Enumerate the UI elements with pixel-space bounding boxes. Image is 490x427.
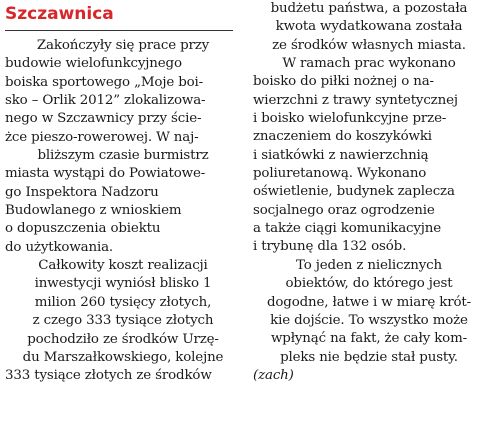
- text-line: socjalnego oraz ogrodzenie: [253, 202, 435, 218]
- text-line: Zakończyły się prace przy: [36, 38, 210, 53]
- text-line: Budowlanego z wnioskiem: [5, 203, 182, 219]
- text-line: boisko do piłki nożnej o na-: [253, 74, 434, 90]
- text-line: i boisko wielofunkcyjne prze-: [253, 111, 447, 127]
- text-line: znaczeniem do koszykówki: [253, 129, 432, 145]
- text-line: oświetlenie, budynek zaplecza: [253, 184, 455, 200]
- text-line: du Marszałkowskiego, kolejne: [22, 349, 224, 365]
- text-line: boiska sportowego „Moje boi-: [5, 74, 204, 90]
- text-line: sko – Orlik 2012” zlokalizowa-: [5, 93, 206, 109]
- text-line: poliuretanową. Wykonano: [253, 166, 427, 182]
- text-line: bliższym czasie burmistrz: [37, 148, 209, 164]
- text-line: milion 260 tysięcy złotych,: [34, 294, 212, 310]
- text-line: do użytkowania.: [5, 239, 114, 255]
- left-column: [5, 0, 241, 386]
- text-line: z czego 333 tysiące złotych: [32, 313, 214, 329]
- text-line: W ramach prac wykonano: [282, 56, 456, 72]
- text-line: miasta wystąpi do Powiatowe-: [5, 166, 206, 182]
- text-line: ze środków własnych miasta.: [272, 37, 466, 53]
- text-line: go Inspektora Nadzoru: [5, 184, 159, 200]
- headline: Szczawnica: [5, 4, 114, 24]
- text-line: nego w Szczawnicy przy ście-: [5, 111, 202, 127]
- text-line: pleks nie będzie stał pusty.: [280, 349, 458, 365]
- text-line: Całkowity koszt realizacji: [38, 258, 208, 274]
- text-line: wierzchni z trawy syntetycznej: [253, 92, 458, 108]
- text-line: i siatkówki z nawierzchnią: [253, 147, 429, 163]
- text-line: żce pieszo-rowerowej. W naj-: [5, 129, 199, 145]
- text-line: obiektów, do którego jest: [285, 276, 453, 292]
- right-column-text: [253, 0, 485, 385]
- text-line: (zach): [253, 367, 294, 383]
- text-line: kie dojście. To wszystko może: [270, 312, 468, 328]
- text-line: wpłynąć na fakt, że cały kom-: [270, 331, 468, 347]
- text-line: pochodziło ze środków Urzę-: [27, 331, 219, 347]
- text-line: i trybunę dla 132 osób.: [253, 239, 407, 255]
- text-line: To jeden z nielicznych: [296, 257, 442, 273]
- right-column: [253, 0, 485, 385]
- headline-rule: [5, 30, 233, 31]
- left-column-text: [5, 37, 241, 386]
- text-line: inwestycji wyniósł blisko 1: [34, 276, 212, 292]
- text-line: budżetu państwa, a pozostała: [270, 1, 468, 16]
- text-line: o dopuszczenia obiektu: [5, 221, 161, 237]
- text-line: kwota wydatkowana została: [275, 19, 463, 35]
- text-line: budowie wielofunkcyjnego: [5, 56, 182, 72]
- text-line: a także ciągi komunikacyjne: [253, 221, 442, 237]
- text-line: dogodne, łatwe i w miarę krót-: [266, 294, 472, 310]
- text-line: 333 tysiące złotych ze środków: [5, 368, 212, 384]
